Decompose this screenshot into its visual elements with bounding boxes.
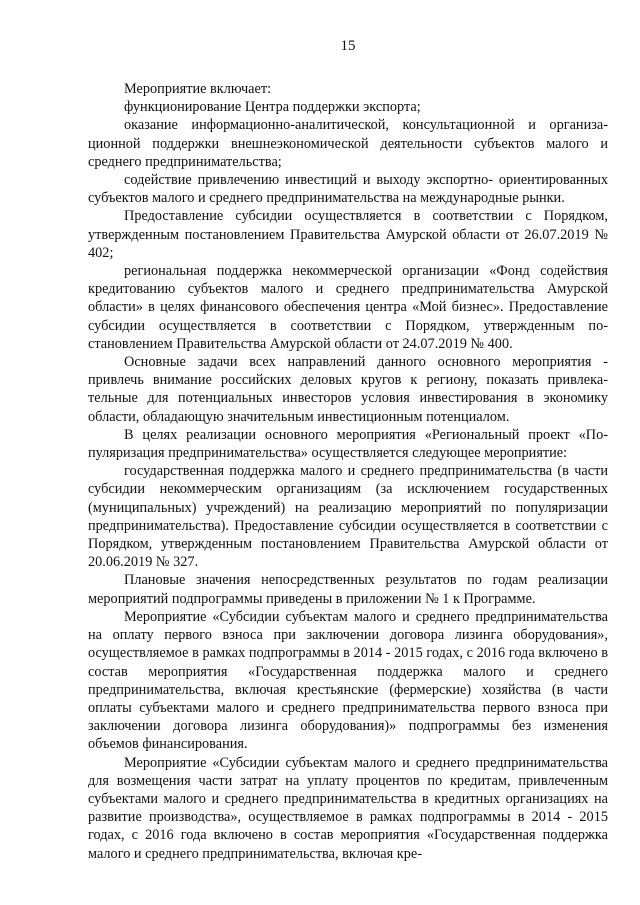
paragraph: Мероприятие «Субсидии субъектам малого и среднего предпринимательства для возмещения части затрат на уплату процентов по кредитам, привлеченным субъектами малого и среднего предпринимательства в кредитных организациях на развитие производства», осуществляемое в рамках подпрограммы в 2014 - 2015 годах, с 2016 года включено в состав мероприятия «Государственная поддержка малого и среднего предпринимательства, включая кре- [88,754,608,862]
paragraph: Мероприятие «Субсидии субъектам малого и среднего предпринимательства на оплату первого взноса при заключении договора лизинга оборудования», осуществляемое в рамках подпрограммы в 2014 - 2015 годах, с 2016 года включено в состав мероприятия «Государственная поддержка малого и среднего предпринимательства, включая крестьянские (фермерские) хозяйства (в части оплаты субъектами малого и среднего предпринимательства первого взноса при заключении договора лизинга оборудования)» подпрограммы без изменения объемов финансирования. [88,608,608,753]
paragraph: Предоставление субсидии осуществляется в соответствии с Порядком, утвержденным постановлением Правительства Амурской области от 26.07.2019 № 402; [88,208,608,261]
paragraph: Мероприятие включает: [124,81,272,97]
paragraph: Плановые значения непосредственных результатов по годам реализации мероприятий подпрограммы приведены в приложении № 1 к Программе. [88,572,608,607]
paragraph: функционирование Центра поддержки экспорта; [124,99,421,116]
paragraph: оказание информационно-аналитической, консультационной и организационной поддержки внешнеэкономической деятельности субъектов малого и среднего предпринимательства; [88,117,608,170]
paragraph: содействие привлечению инвестиций и выходу экспортно- ориентированных субъектов малого и среднего предпринимательства на международные рынки. [88,172,608,207]
page-number: 15 [340,38,356,54]
paragraph: В целях реализации основного мероприятия «Региональный проект «Популяризация предпринимательства» осуществляется следующее мероприятие: [88,426,608,462]
paragraph: Основные задачи всех направлений данного основного мероприятия - привлечь внимание российских деловых кругов к региону, показать привлекательные для потенциальных инвесторов условия инвестирования в экономику области, обладающую значительным инвестиционным потенциалом. [88,354,608,425]
paragraph: региональная поддержка некоммерческой организации «Фонд содействия кредитованию субъектов малого и среднего предпринимательства Амурской области» в целях финансового обеспечения центра «Мой бизнес». Предоставление субсидии осуществляется в соответствии с Порядком, утвержденным постановлением Правительства Амурской области от 24.07.2019 № 400. [88,263,608,352]
paragraph: государственная поддержка малого и среднего предпринимательства (в части субсидии некоммерческим организациям (за исключением государственных (муниципальных) учреждений) на реализацию мероприятий по популяризации предпринимательства). Предоставление субсидии осуществляется в соответствии с Порядком, утвержденным постановлением Правительства Амурской области от 20.06.2019 № 327. [88,463,608,571]
